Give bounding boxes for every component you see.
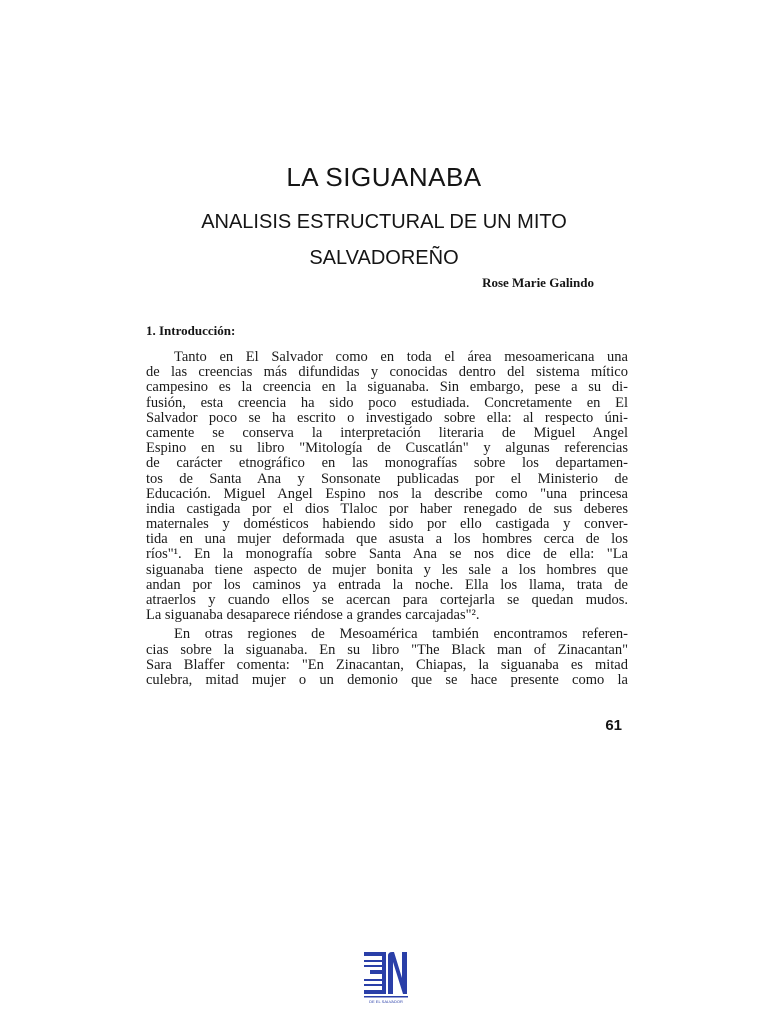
paragraph-line: Educación. Miguel Angel Espino nos la describe como "una princesa — [146, 485, 628, 502]
paragraph-line: tida en una mujer deformada que asusta a los hombres cerca de los — [146, 531, 628, 548]
author-name: Rose Marie Galindo — [482, 275, 594, 290]
document-subtitle-line-1: ANALISIS ESTRUCTURAL DE UN MITO — [201, 211, 567, 233]
paragraph-2 — [146, 627, 628, 688]
paragraph-line: Sara Blaffer comenta: "En Zinacantan, Chiapas, la siguanaba es mitad — [146, 656, 628, 673]
logo-caption: DE EL SALVADOR — [369, 999, 403, 1004]
page-number: 61 — [605, 717, 622, 734]
paragraph-line: Salvador poco se ha escrito o investigado sobre ella: al respecto úni- — [146, 409, 628, 426]
paragraph-line: tos de Santa Ana y Sonsonate publicadas por el Ministerio de — [146, 470, 628, 487]
paragraph-line: siguanaba tiene aspecto de mujer bonita y les sale a los hombres que — [146, 561, 628, 578]
publisher-logo-icon — [362, 948, 410, 1004]
paragraph-line: cias sobre la siguanaba. En su libro "The Black man of Zinacantan" — [146, 641, 628, 658]
document-title: LA SIGUANABA — [286, 162, 482, 192]
paragraph-line: ríos"¹. En la monografía sobre Santa Ana se nos dice de ella: "La — [146, 546, 628, 563]
paragraph-line: camente se conserva la interpretación literaria de Miguel Angel — [146, 424, 628, 441]
paragraph-line: india castigada por el dios Tlaloc por haber renegado de sus deberes — [146, 500, 628, 517]
paragraph-line: atraerlos y cuando ellos se acercan para cortejarla se quedan mudos. — [146, 592, 628, 608]
paragraph-line: La siguanaba desaparece riéndose a grandes carcajadas"². — [146, 607, 480, 624]
paragraph-line: maternales y domésticos habiendo sido por ello castigada y conver- — [146, 516, 628, 533]
paragraph-line: En otras regiones de Mesoamérica también encontramos referen- — [174, 626, 628, 643]
paragraph-line: fusión, esta creencia ha sido poco estudiada. Concretamente en El — [146, 394, 628, 411]
section-heading: 1. Introducción: — [146, 323, 236, 338]
paragraph-1 — [146, 350, 628, 623]
paragraph-line: culebra, mitad mujer o un demonio que se hace presente como la — [146, 671, 628, 688]
paragraph-line: Tanto en El Salvador como en toda el área mesoamericana una — [174, 349, 628, 365]
paragraph-line: de carácter etnográfico en las monografías sobre los departamen- — [146, 455, 628, 472]
document-subtitle-line-2: SALVADOREÑO — [309, 247, 459, 269]
paragraph-line: andan por los caminos ya entrada la noche. Ella los llama, trata de — [146, 576, 628, 593]
paragraph-line: Espino en su libro "Mitología de Cuscatlán" y algunas referencias — [146, 440, 628, 457]
body-text — [146, 350, 628, 688]
paragraph-line: campesino es la creencia en la siguanaba. Sin embargo, pese a su di- — [146, 379, 628, 396]
paragraph-line: de las creencias más difundidas y conocidas dentro del sistema mítico — [146, 364, 628, 381]
